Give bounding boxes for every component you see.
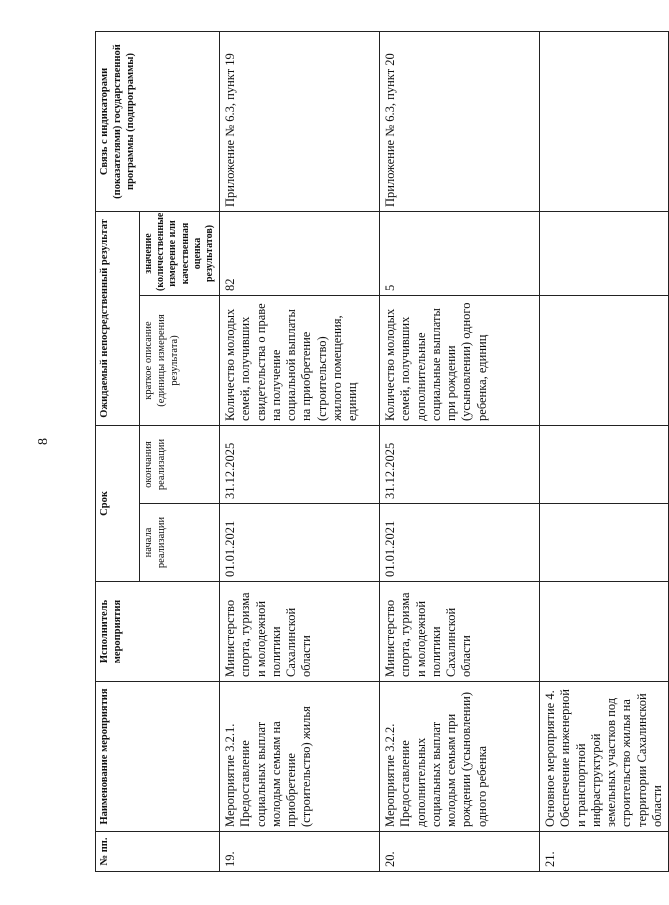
row-end: 31.12.2025 — [220, 425, 380, 503]
row-link: Приложение № 6.3, пункт 19 — [220, 31, 380, 211]
table-row — [540, 31, 669, 871]
row-executor: Министерство спорта, туризма и молодежной политики Сахалинской области — [380, 582, 540, 682]
row-executor: Министерство спорта, туризма и молодежной политики Сахалинской области — [220, 582, 380, 682]
rotated-table-container — [95, 32, 664, 872]
row-link: Приложение № 6.3, пункт 20 — [380, 31, 540, 211]
row-desc: Количество молодых семей, получивших свидетельства о праве на получение социальной выплаты на приобретение (строительство) жилого помещения, единиц — [220, 295, 380, 425]
row-name: Мероприятие 3.2.2. Предоставление дополнительных социальных выплат молодым семьям при рождении (усыновлении) одного ребенка — [380, 682, 540, 832]
row-start: 01.01.2021 — [380, 504, 540, 582]
row-link — [540, 31, 669, 211]
row-name: Мероприятие 3.2.1. Предоставление социальных выплат молодым семьям на приобретение (строительство) жилья — [220, 682, 380, 832]
header-link: Связь с индикаторами (показателями) государственной программы (подпрограммы) — [96, 31, 220, 211]
measures-table — [95, 31, 669, 872]
row-desc — [540, 295, 669, 425]
row-value — [540, 211, 669, 295]
header-term: Срок — [96, 425, 140, 581]
row-end: 31.12.2025 — [380, 425, 540, 503]
header-num: № пп. — [96, 832, 220, 872]
header-executor: Исполнитель мероприятия — [96, 582, 220, 682]
header-result-desc: краткое описание (единицы измерения результата) — [140, 295, 220, 425]
row-end — [540, 425, 669, 503]
page-number: 8 — [36, 438, 51, 445]
header-name: Наименование мероприятия — [96, 682, 220, 832]
row-num: 20. — [380, 832, 540, 872]
table-row — [220, 31, 380, 871]
row-start — [540, 504, 669, 582]
header-term-start: начала реализации — [140, 504, 220, 582]
header-term-end: окончания реализации — [140, 425, 220, 503]
row-num: 19. — [220, 832, 380, 872]
row-value: 82 — [220, 211, 380, 295]
table-row — [380, 31, 540, 871]
row-name: Основное мероприятие 4. Обеспечение инженерной и транспортной инфраструктурой земельных участков под строительство жилья на территории Сахалинской области — [540, 682, 669, 832]
row-executor — [540, 582, 669, 682]
row-start: 01.01.2021 — [220, 504, 380, 582]
row-desc: Количество молодых семей, получивших дополнительные социальные выплаты при рождении (усыновлении) одного ребенка, единиц — [380, 295, 540, 425]
header-result: Ожидаемый непосредственный результат — [96, 211, 140, 425]
row-num: 21. — [540, 832, 669, 872]
row-value: 5 — [380, 211, 540, 295]
header-result-value: значение (количественные измерение или качественная оценка результатов) — [140, 211, 220, 295]
